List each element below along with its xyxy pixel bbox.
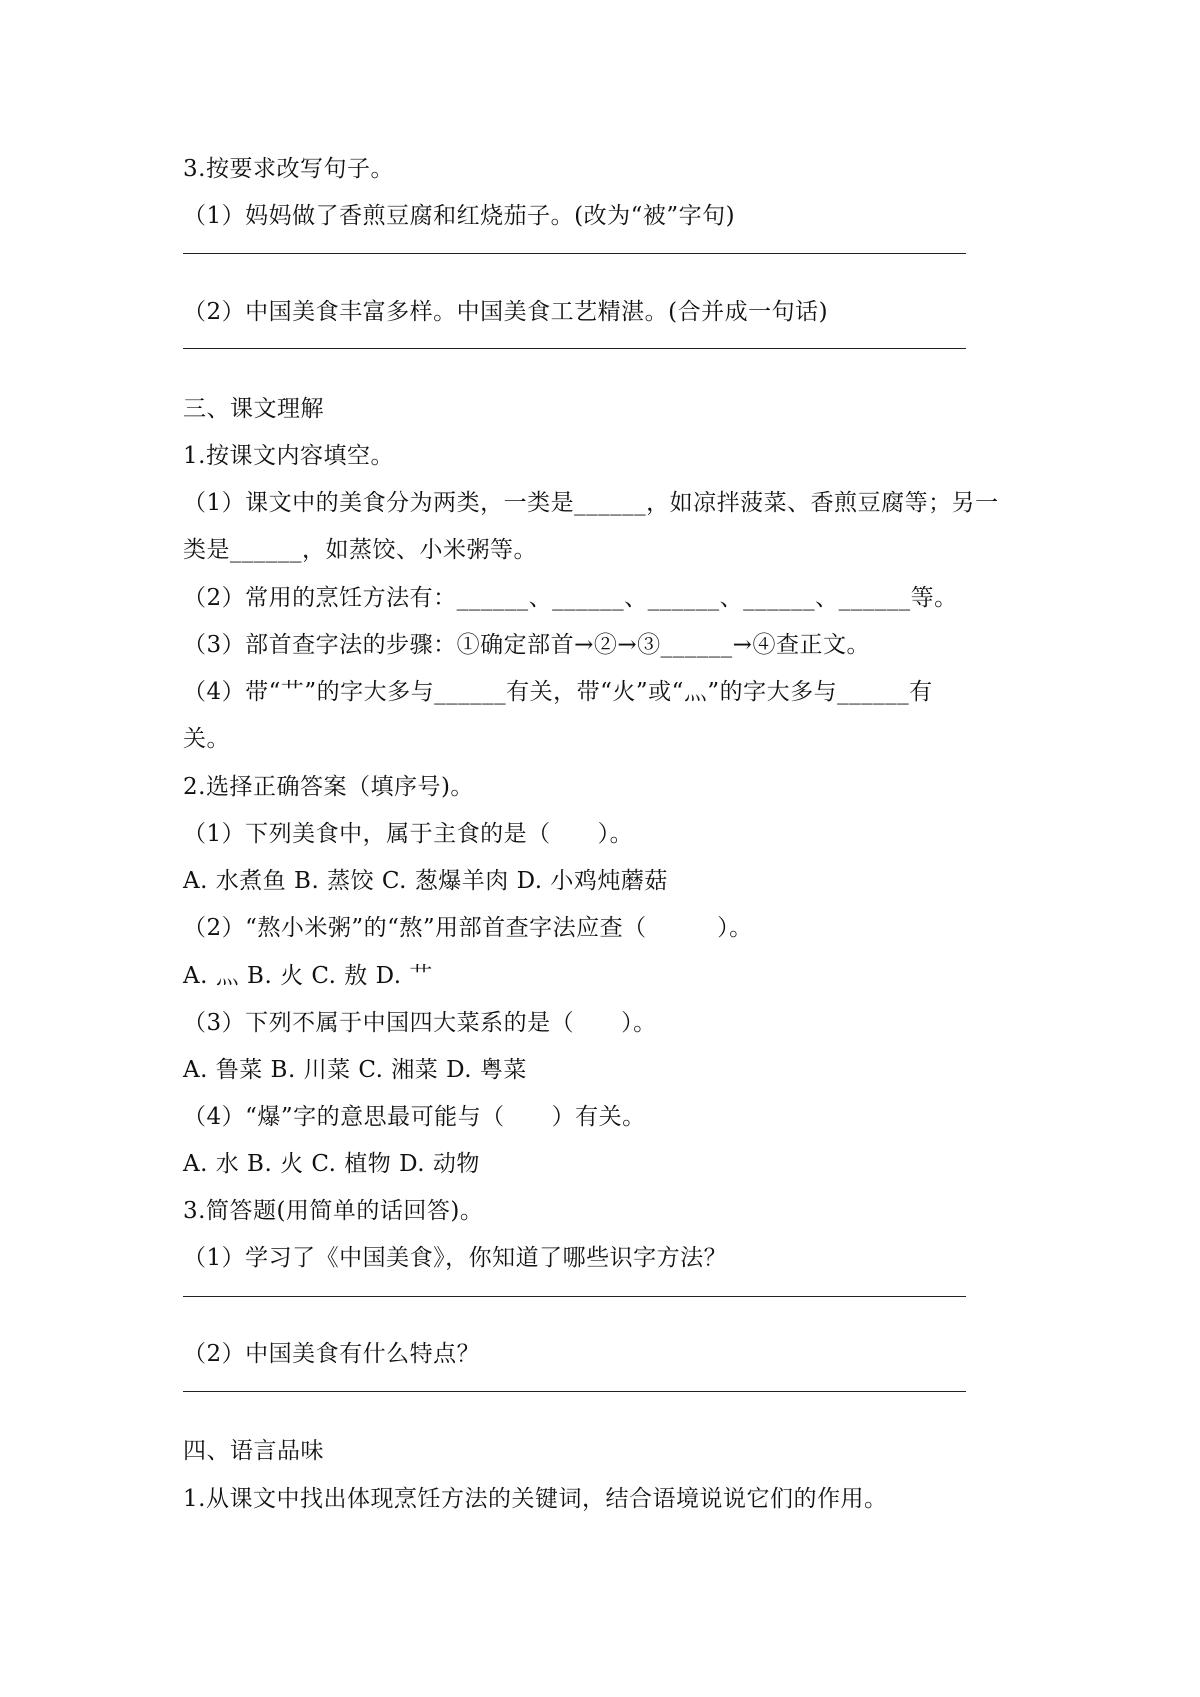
- question-2-title: 2.选择正确答案（填序号)。: [183, 774, 474, 800]
- question-1-3: （3）部首查字法的步骤：①确定部首→②→③______→④查正文。: [183, 632, 870, 658]
- question-1-1-cont: 类是______，如蒸饺、小米粥等。: [183, 537, 537, 563]
- question-2-1-options: A. 水煮鱼 B. 蒸饺 C. 葱爆羊肉 D. 小鸡炖蘑菇: [183, 868, 668, 894]
- question-3-1: （1）学习了《中国美食》，你知道了哪些识字方法？: [183, 1245, 728, 1271]
- section-heading: 四、语言品味: [183, 1438, 324, 1464]
- question-1-2: （2）常用的烹饪方法有：______、______、______、______、______等。: [183, 585, 958, 611]
- question-1-4: （4）带“艹”的字大多与______有关，带“火”或“灬”的字大多与______有: [183, 679, 933, 705]
- question-1: 1.从课文中找出体现烹饪方法的关键词，结合语境说说它们的作用。: [183, 1486, 888, 1512]
- question-3-2: （2）中国美食丰富多样。中国美食工艺精湛。(合并成一句话): [183, 299, 829, 325]
- question-3-title: 3.按要求改写句子。: [183, 156, 394, 182]
- question-2-2: （2）“熬小米粥”的“熬”用部首查字法应查（ ）。: [183, 915, 753, 941]
- question-2-4: （4）“爆”字的意思最可能与（ ）有关。: [183, 1104, 646, 1130]
- answer-line[interactable]: [183, 253, 966, 254]
- question-3-2: （2）中国美食有什么特点？: [183, 1341, 481, 1367]
- question-1-4-cont: 关。: [183, 726, 230, 752]
- answer-line[interactable]: [183, 348, 966, 349]
- question-1-title: 1.按课文内容填空。: [183, 443, 394, 469]
- question-3-title: 3.简答题(用简单的话回答)。: [183, 1198, 484, 1224]
- question-2-4-options: A. 水 B. 火 C. 植物 D. 动物: [183, 1151, 480, 1177]
- question-2-2-options: A. 灬 B. 火 C. 敖 D. 艹: [183, 963, 433, 989]
- answer-line[interactable]: [183, 1391, 966, 1392]
- question-2-1: （1）下列美食中，属于主食的是（ ）。: [183, 821, 634, 847]
- question-2-3-options: A. 鲁菜 B. 川菜 C. 湘菜 D. 粤菜: [183, 1057, 527, 1083]
- answer-line[interactable]: [183, 1296, 966, 1297]
- section-heading: 三、课文理解: [183, 396, 324, 422]
- question-3-1: （1）妈妈做了香煎豆腐和红烧茄子。(改为“被”字句): [183, 203, 736, 229]
- question-2-3: （3）下列不属于中国四大菜系的是（ ）。: [183, 1010, 657, 1036]
- question-1-1: （1）课文中的美食分为两类，一类是______，如凉拌菠菜、香煎豆腐等；另一: [183, 490, 999, 516]
